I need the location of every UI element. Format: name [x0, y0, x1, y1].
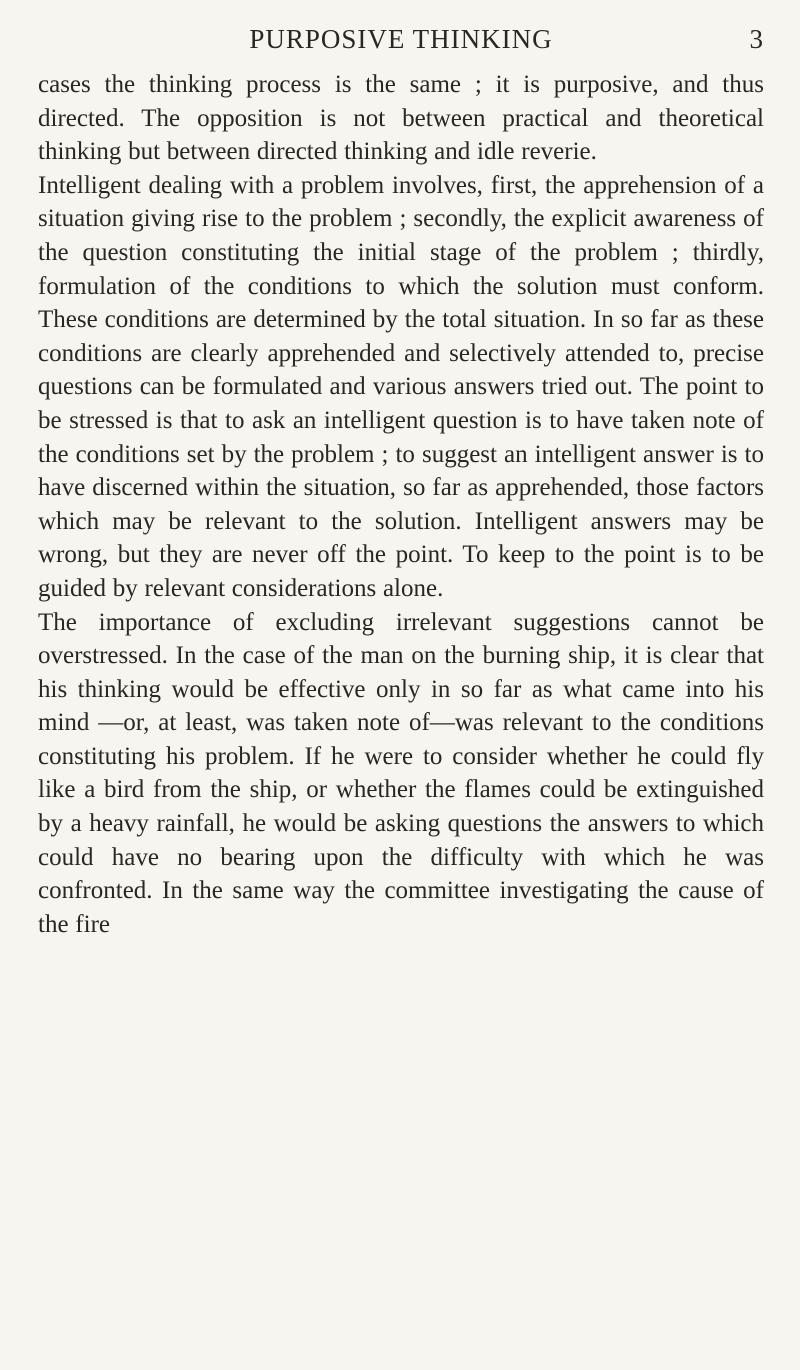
body-text: [38, 68, 764, 941]
paragraph-intelligent-dealing: Intelligent dealing with a problem involves, first, the apprehension of a situation giving rise to the problem ; secondly, the explicit awareness of the question constituting the initial stage of the problem ; thirdly, formulation of the conditions to which the solution must conform. These conditions are determined by the total situation. In so far as these conditions are clearly apprehended and selectively attended to, precise questions can be formulated and various answers tried out. The point to be stressed is that to ask an intelligent question is to have taken note of the conditions set by the problem ; to suggest an intelligent answer is to have discerned within the situation, so far as apprehended, those factors which may be relevant to the solution. Intelligent answers may be wrong, but they are never off the point. To keep to the point is to be guided by relevant considerations alone.: [38, 171, 764, 602]
paragraph-continuation: cases the thinking process is the same ; it is purposive, and thus directed. The opposition is not between practical and theoretical thinking but between directed thinking and idle reverie.: [38, 71, 764, 166]
running-head: [38, 18, 764, 68]
page-number: 3: [749, 24, 764, 54]
paragraph-excluding-irrelevant: The importance of excluding irrelevant suggestions cannot be overstressed. In the case of the man on the burning ship, it is clear that his thinking would be effective only in so far as what came into his mind —or, at least, was taken note of—was relevant to the conditions constituting his problem. If he were to consider whether he could fly like a bird from the ship, or whether the flames could be extinguished by a heavy rainfall, he would be asking questions the answers to which could have no bearing upon the difficulty with which he was confronted. In the same way the committee investigating the cause of the fire: [38, 608, 764, 938]
book-page: [38, 18, 764, 941]
running-title: PURPOSIVE THINKING: [249, 24, 553, 54]
